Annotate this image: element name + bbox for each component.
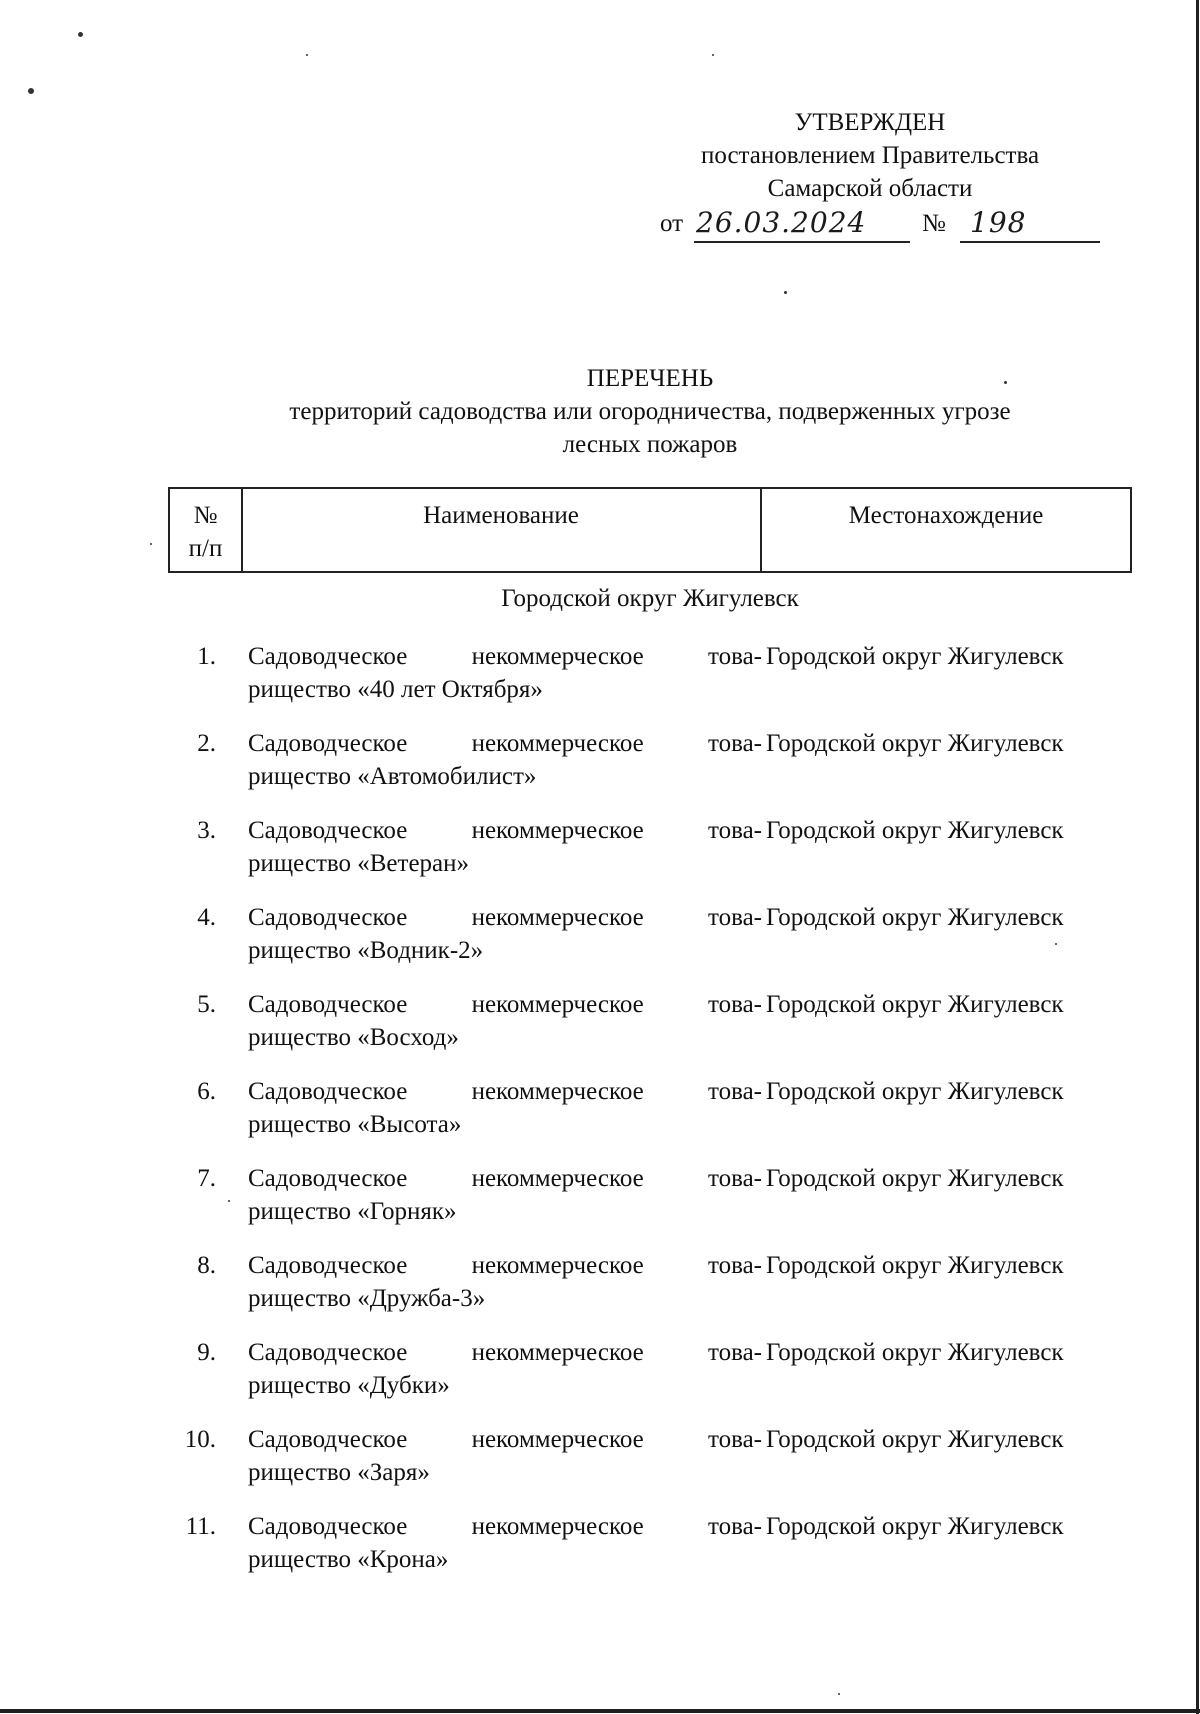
table-row (0, 988, 1200, 1074)
row-number: 6. (197, 1078, 216, 1105)
row-name-line1: Садоводческое некоммерческое това- (248, 1426, 762, 1453)
row-number: 5. (197, 991, 216, 1018)
row-name (248, 640, 762, 706)
row-location: Городской округ Жигулевск (766, 1252, 1064, 1279)
header-number (170, 499, 241, 581)
row-name-line2: рищество «Горняк» (248, 1198, 457, 1225)
row-name-line2: рищество «Восход» (248, 1024, 459, 1051)
row-name (248, 1075, 762, 1141)
row-number: 10. (184, 1426, 216, 1453)
approval-region: Самарской области (767, 175, 973, 202)
handwritten-number: 198 (970, 206, 1027, 239)
row-location: Городской округ Жигулевск (766, 1165, 1064, 1192)
header-number-line1: № (193, 502, 218, 529)
row-location: Городской округ Жигулевск (766, 991, 1064, 1018)
row-name-line1: Садоводческое некоммерческое това- (248, 904, 762, 931)
row-name-line1: Садоводческое некоммерческое това- (248, 1252, 762, 1279)
scan-speck (78, 32, 83, 37)
header-location: Местонахождение (848, 502, 1044, 529)
row-name-line2: рищество «Крона» (248, 1546, 449, 1573)
date-underline (694, 241, 910, 243)
row-location: Городской округ Жигулевск (766, 730, 1064, 757)
row-name-line2: рищество «40 лет Октября» (248, 676, 543, 703)
row-location: Городской округ Жигулевск (766, 1078, 1064, 1105)
row-name-line1: Садоводческое некоммерческое това- (248, 991, 762, 1018)
row-name-line1: Садоводческое некоммерческое това- (248, 643, 762, 670)
row-name (248, 1336, 762, 1402)
row-name-line2: рищество «Высота» (248, 1111, 462, 1138)
header-name: Наименование (423, 502, 579, 529)
title-subtitle-line1: территорий садоводства или огородничества, подверженных угрозе (289, 398, 1011, 425)
row-name-line1: Садоводческое некоммерческое това- (248, 1078, 762, 1105)
table-row (0, 727, 1200, 813)
scan-speck (784, 291, 787, 294)
table-row (0, 1510, 1200, 1596)
row-name-line1: Садоводческое некоммерческое това- (248, 730, 762, 757)
row-location: Городской округ Жигулевск (766, 1513, 1064, 1540)
scan-speck (306, 54, 308, 56)
row-name-line1: Садоводческое некоммерческое това- (248, 1165, 762, 1192)
scan-speck (712, 54, 714, 56)
table-row (0, 1336, 1200, 1422)
row-name (248, 1162, 762, 1228)
document-title (160, 362, 1140, 461)
table-header (168, 487, 1132, 573)
header-number-line2: п/п (188, 535, 223, 562)
table-row (0, 901, 1200, 987)
table-row (0, 1423, 1200, 1509)
approval-title: УТВЕРЖДЕН (794, 109, 946, 136)
title-heading: ПЕРЕЧЕНЬ (586, 365, 714, 392)
date-prefix: от (660, 210, 684, 237)
row-location: Городской округ Жигулевск (766, 643, 1064, 670)
scan-speck (150, 543, 152, 545)
row-name-line1: Садоводческое некоммерческое това- (248, 817, 762, 844)
group-title: Городской округ Жигулевск (501, 585, 799, 612)
row-name (248, 988, 762, 1054)
row-number: 1. (197, 643, 216, 670)
handwritten-date: 26.03.2024 (696, 206, 867, 239)
approval-block (640, 106, 1100, 205)
row-name-line2: рищество «Ветеран» (248, 850, 470, 877)
table-row (0, 1162, 1200, 1248)
row-number: 11. (185, 1513, 216, 1540)
table-row (0, 814, 1200, 900)
row-name (248, 1423, 762, 1489)
table-row (0, 640, 1200, 726)
table-row (0, 1249, 1200, 1335)
row-name (248, 814, 762, 880)
row-name-line1: Садоводческое некоммерческое това- (248, 1339, 762, 1366)
table-row (0, 1075, 1200, 1161)
scan-edge-bottom (0, 1709, 1200, 1713)
row-name-line1: Садоводческое некоммерческое това- (248, 1513, 762, 1540)
title-subtitle-line2: лесных пожаров (562, 431, 738, 458)
row-name-line2: рищество «Дружба-3» (248, 1285, 486, 1312)
row-number: 8. (197, 1252, 216, 1279)
scan-speck (28, 88, 34, 94)
row-name-line2: рищество «Автомобилист» (248, 763, 537, 790)
row-number: 7. (197, 1165, 216, 1192)
row-location: Городской округ Жигулевск (766, 817, 1064, 844)
row-name-line2: рищество «Водник-2» (248, 937, 484, 964)
number-label: № (922, 210, 946, 237)
row-location: Городской округ Жигулевск (766, 1426, 1064, 1453)
row-name-line2: рищество «Заря» (248, 1459, 430, 1486)
row-name (248, 901, 762, 967)
row-number: 9. (197, 1339, 216, 1366)
row-name (248, 727, 762, 793)
row-number: 2. (197, 730, 216, 757)
row-number: 3. (197, 817, 216, 844)
row-location: Городской округ Жигулевск (766, 1339, 1064, 1366)
row-name (248, 1249, 762, 1315)
row-number: 4. (197, 904, 216, 931)
scan-speck (838, 1693, 840, 1695)
row-name-line2: рищество «Дубки» (248, 1372, 450, 1399)
number-underline (960, 241, 1100, 243)
row-location: Городской округ Жигулевск (766, 904, 1064, 931)
row-name (248, 1510, 762, 1576)
approval-issuer: постановлением Правительства (700, 142, 1040, 169)
